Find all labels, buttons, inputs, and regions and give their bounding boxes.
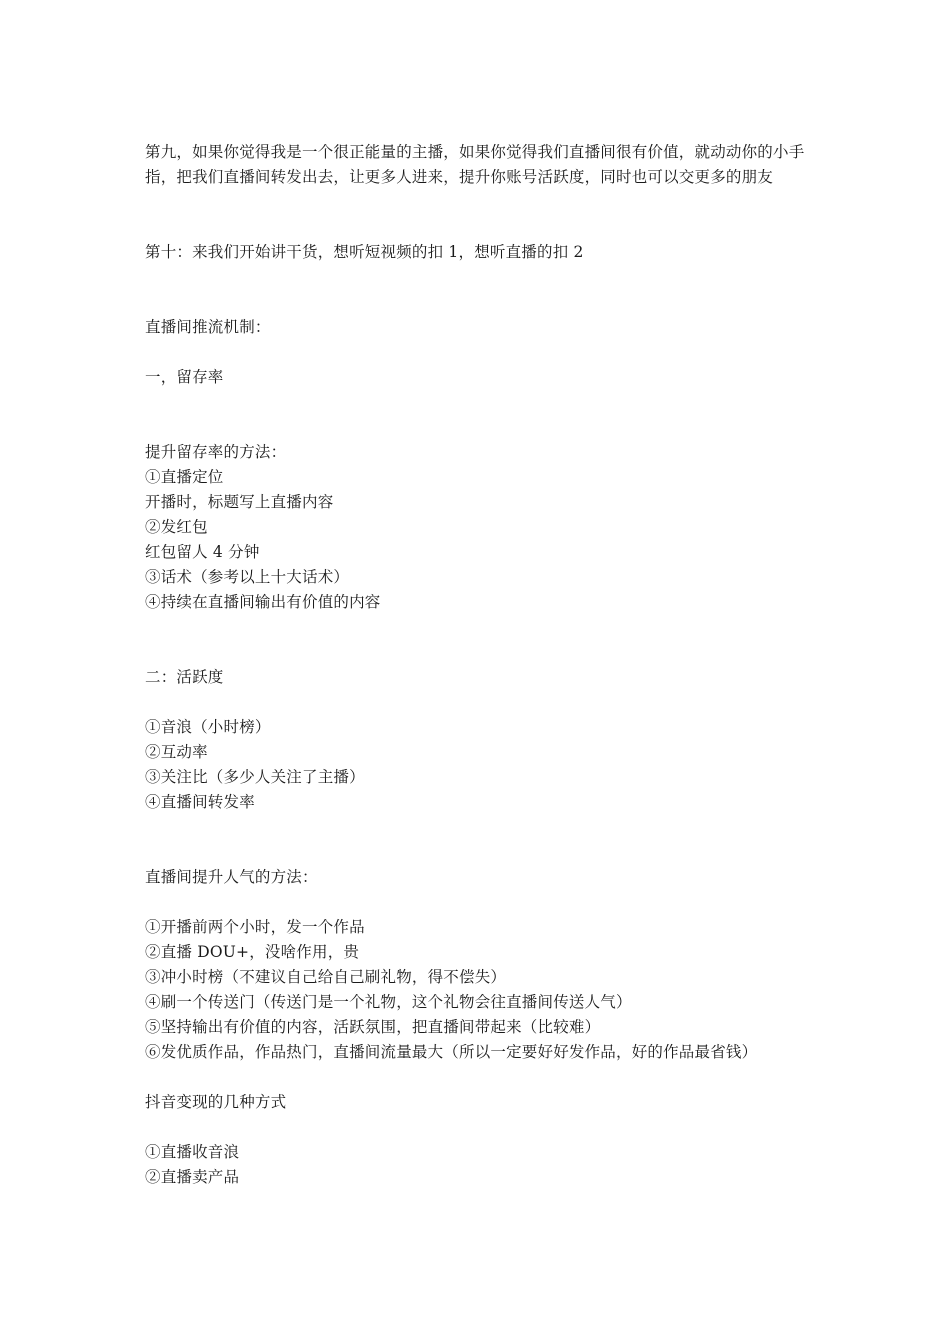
spacer <box>145 265 815 315</box>
list-item: ③关注比（多少人关注了主播） <box>145 768 365 786</box>
list-item: ③话术（参考以上十大话术） <box>145 568 350 586</box>
spacer <box>145 390 815 440</box>
spacer <box>145 1065 815 1090</box>
list-item: ③冲小时榜（不建议自己给自己刷礼物，得不偿失） <box>145 968 507 986</box>
list-item: ④持续在直播间输出有价值的内容 <box>145 593 381 611</box>
spacer <box>145 190 815 240</box>
heading-push-mechanism: 直播间推流机制： <box>145 318 271 336</box>
heading-popularity-methods: 直播间提升人气的方法： <box>145 868 318 886</box>
list-item: 红包留人 4 分钟 <box>145 543 260 561</box>
list-item: ①直播定位 <box>145 468 224 486</box>
spacer <box>145 890 815 915</box>
list-item: ②直播卖产品 <box>145 1168 240 1186</box>
list-item: ②直播 DOU+，没啥作用，贵 <box>145 943 360 961</box>
spacer <box>145 815 815 865</box>
heading-retention-methods: 提升留存率的方法： <box>145 443 287 461</box>
list-item: 开播时，标题写上直播内容 <box>145 493 334 511</box>
list-item: ②发红包 <box>145 518 208 536</box>
heading-retention-rate: 一，留存率 <box>145 368 224 386</box>
heading-monetization: 抖音变现的几种方式 <box>145 1093 287 1111</box>
document-body <box>145 140 815 1190</box>
spacer <box>145 340 815 365</box>
spacer <box>145 1115 815 1140</box>
paragraph-ninth: 第九，如果你觉得我是一个很正能量的主播，如果你觉得我们直播间很有价值，就动动你的小手指，把我们直播间转发出去，让更多人进来，提升你账号活跃度，同时也可以交更多的朋友 <box>145 143 805 186</box>
list-item: ④直播间转发率 <box>145 793 255 811</box>
list-item: ②互动率 <box>145 743 208 761</box>
list-item: ④刷一个传送门（传送门是一个礼物，这个礼物会往直播间传送人气） <box>145 993 632 1011</box>
list-item: ①直播收音浪 <box>145 1143 240 1161</box>
spacer <box>145 690 815 715</box>
paragraph-tenth: 第十：来我们开始讲干货，想听短视频的扣 1，想听直播的扣 2 <box>145 243 584 261</box>
spacer <box>145 615 815 665</box>
list-item: ①音浪（小时榜） <box>145 718 271 736</box>
list-item: ⑤坚持输出有价值的内容，活跃氛围，把直播间带起来（比较难） <box>145 1018 601 1036</box>
heading-activity: 二：活跃度 <box>145 668 224 686</box>
list-item: ①开播前两个小时，发一个作品 <box>145 918 365 936</box>
list-item: ⑥发优质作品，作品热门，直播间流量最大（所以一定要好好发作品，好的作品最省钱） <box>145 1043 758 1061</box>
